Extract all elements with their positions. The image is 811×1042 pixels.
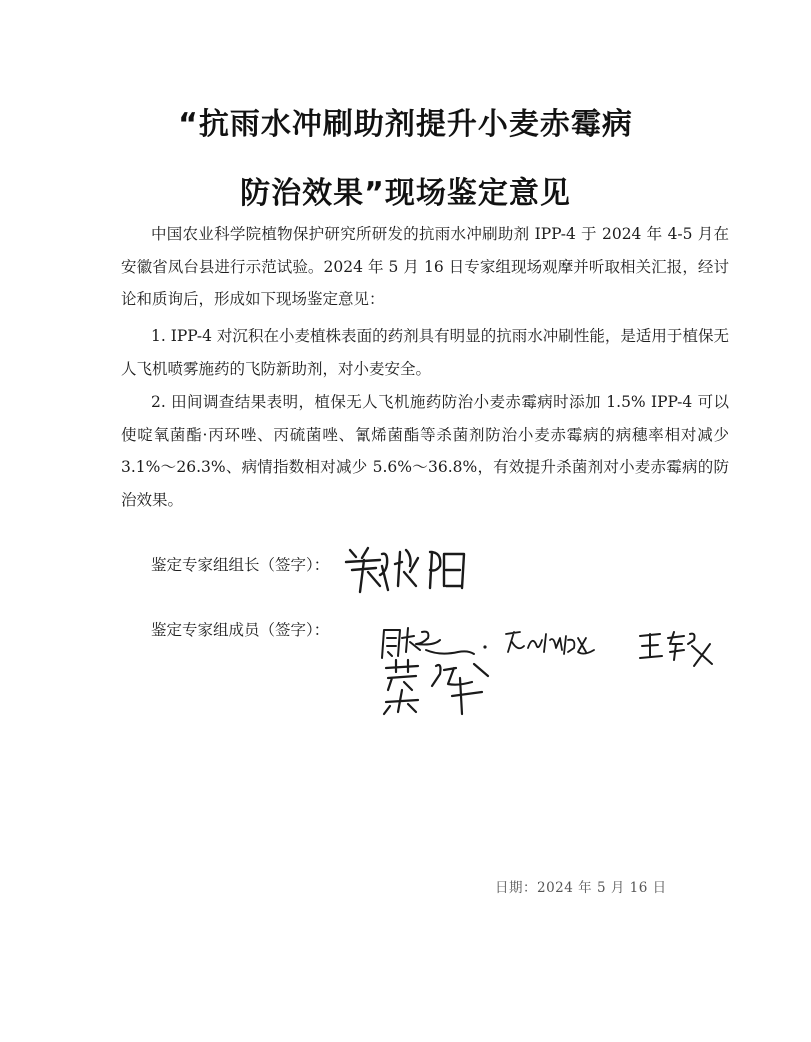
- member-signature-4: [378, 656, 508, 718]
- group-leader-signature: [340, 542, 490, 598]
- member-signature-2: [502, 626, 602, 662]
- group-leader-signature-label: 鉴定专家组组长（签字）：: [151, 556, 330, 574]
- intro-paragraph: 中国农业科学院植物保护研究所研发的抗雨水冲刷助剂 IPP-4 于 2024 年 4-5 月在安徽省凤台县进行示范试验。2024 年 5 月 16 日专家组现场观摩并听取相关汇报，经讨论和质询后，形成如下现场鉴定意见：: [121, 225, 729, 308]
- document-title-line-2: 防治效果”现场鉴定意见: [240, 176, 571, 211]
- document-date: 日期：2024 年 5 月 16 日: [495, 880, 667, 896]
- opinion-item-1: 1. IPP-4 对沉积在小麦植株表面的药剂具有明显的抗雨水冲刷性能，是适用于植保无人飞机喷雾施药的飞防新助剂，对小麦安全。: [121, 327, 729, 378]
- document-title-line-1: “抗雨水冲刷助剂提升小麦赤霉病: [178, 107, 633, 142]
- opinion-item-2: 2. 田间调查结果表明，植保无人飞机施药防治小麦赤霉病时添加 1.5% IPP-4 可以使啶氧菌酯·丙环唑、丙硫菌唑、氰烯菌酯等杀菌剂防治小麦赤霉病的病穗率相对减少 3.1%～26.3%、病情指数相对减少 5.6%～36.8%，有效提升杀菌剂对小麦赤霉病的防治效果。: [121, 393, 729, 509]
- group-members-signature-label: 鉴定专家组成员（签字）：: [151, 621, 330, 639]
- signature-separator-mark: [480, 642, 490, 652]
- member-signature-3: [636, 626, 720, 670]
